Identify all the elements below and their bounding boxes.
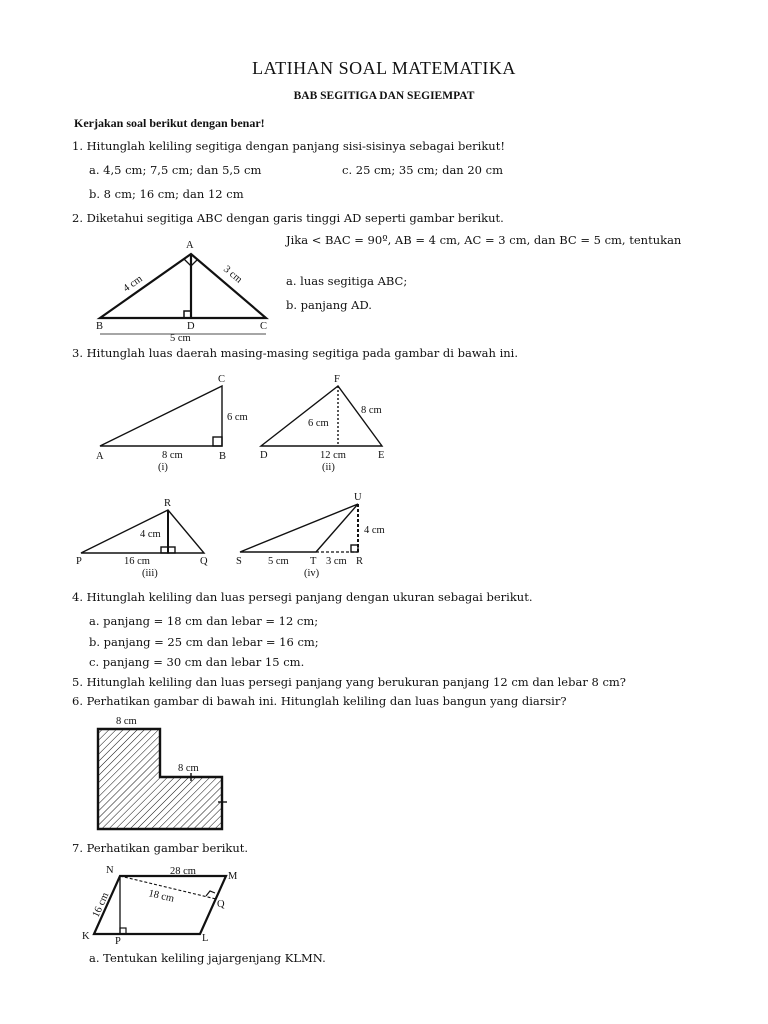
q4-option-c: c. panjang = 30 cm dan lebar 15 cm. (89, 655, 305, 669)
q2-part-b: b. panjang AD. (286, 298, 372, 312)
page-title: LATIHAN SOAL MATEMATIKA (252, 58, 516, 78)
figure-label: D (260, 450, 268, 461)
figure-label: Q (200, 556, 208, 567)
q7-parallelogram-figure (78, 862, 248, 962)
q7-part-a: a. Tentukan keliling jajargenjang KLMN. (89, 951, 326, 965)
figure-label: 8 cm (178, 763, 199, 774)
q3-figure-iii (76, 497, 236, 582)
label-a: A (186, 240, 194, 251)
q6-shaded-shape-figure (90, 713, 240, 838)
question-5: 5. Hitunglah keliling dan luas persegi panjang yang berukuran panjang 12 cm dan lebar 8 cm? (72, 675, 626, 689)
q2-given: Jika < BAC = 90º, AB = 4 cm, AC = 3 cm, dan BC = 5 cm, tentukan (286, 233, 682, 247)
figure-label: 18 cm (147, 888, 176, 905)
figure-label: E (378, 450, 385, 461)
q1-option-c: c. 25 cm; 35 cm; dan 20 cm (342, 163, 503, 177)
figure-label: 5 cm (268, 556, 289, 567)
figure-label: S (236, 556, 242, 567)
parallelogram-klmn (94, 876, 226, 934)
figure-label: C (218, 374, 226, 385)
label-ab: 4 cm (121, 273, 145, 295)
figure-label: (iii) (142, 568, 158, 579)
question-1: 1. Hitunglah keliling segitiga dengan panjang sisi-sisinya sebagai berikut! (72, 139, 505, 153)
figure-label: M (228, 871, 238, 882)
q4-option-b: b. panjang = 25 cm dan lebar = 16 cm; (89, 635, 319, 649)
figure-label: A (96, 451, 104, 462)
question-6: 6. Perhatikan gambar di bawah ini. Hitunglah keliling dan luas bangun yang diarsir? (72, 694, 567, 708)
figure-label: Q (217, 899, 225, 910)
label-b: B (96, 321, 104, 332)
label-bc: 5 cm (170, 333, 191, 344)
q2-triangle-figure (88, 236, 288, 346)
figure-label: K (82, 931, 90, 942)
q3-figure-ii (256, 372, 406, 472)
figure-label: 6 cm (308, 418, 329, 429)
q3-figure-iv (234, 490, 404, 579)
figure-label: 28 cm (170, 866, 196, 877)
label-d: D (187, 321, 195, 332)
figure-label: (iv) (304, 568, 320, 579)
q1-option-a: a. 4,5 cm; 7,5 cm; dan 5,5 cm (89, 163, 262, 177)
figure-label: F (334, 374, 340, 385)
figure-label: 16 cm (124, 556, 150, 567)
figure-label: N (106, 865, 114, 876)
figure-label: 8 cm (162, 450, 183, 461)
question-4: 4. Hitunglah keliling dan luas persegi panjang dengan ukuran sebagai berikut. (72, 590, 533, 604)
q3-figure-i (92, 372, 262, 472)
figure-label: B (219, 451, 227, 462)
figure-label: (i) (158, 462, 168, 473)
figure-label: 3 cm (326, 556, 347, 567)
figure-label: U (354, 492, 362, 503)
figure-label: P (115, 936, 121, 947)
figure-label: L (202, 933, 209, 944)
label-ac: 3 cm (221, 263, 245, 286)
figure-label: 12 cm (320, 450, 346, 461)
instruction: Kerjakan soal berikut dengan benar! (74, 116, 265, 130)
page-subtitle: BAB SEGITIGA DAN SEGIEMPAT (293, 90, 475, 102)
figure-label: 16 cm (90, 891, 112, 920)
q4-option-a: a. panjang = 18 cm dan lebar = 12 cm; (89, 614, 319, 628)
figure-label: 8 cm (361, 405, 382, 416)
figure-label: (ii) (322, 462, 335, 473)
label-c: C (260, 321, 268, 332)
l-shape (98, 729, 222, 829)
question-2: 2. Diketahui segitiga ABC dengan garis tinggi AD seperti gambar berikut. (72, 211, 504, 225)
figure-label: 4 cm (140, 529, 161, 540)
figure-label: 4 cm (364, 525, 385, 536)
q1-option-b: b. 8 cm; 16 cm; dan 12 cm (89, 187, 244, 201)
question-7: 7. Perhatikan gambar berikut. (72, 841, 249, 855)
figure-label: P (76, 556, 82, 567)
figure-label: R (164, 498, 172, 509)
q2-part-a: a. luas segitiga ABC; (286, 274, 408, 288)
question-3: 3. Hitunglah luas daerah masing-masing segitiga pada gambar di bawah ini. (72, 346, 519, 360)
figure-label: T (310, 556, 317, 567)
figure-label: R (356, 556, 364, 567)
figure-label: 8 cm (116, 716, 137, 727)
figure-label: 6 cm (227, 412, 248, 423)
